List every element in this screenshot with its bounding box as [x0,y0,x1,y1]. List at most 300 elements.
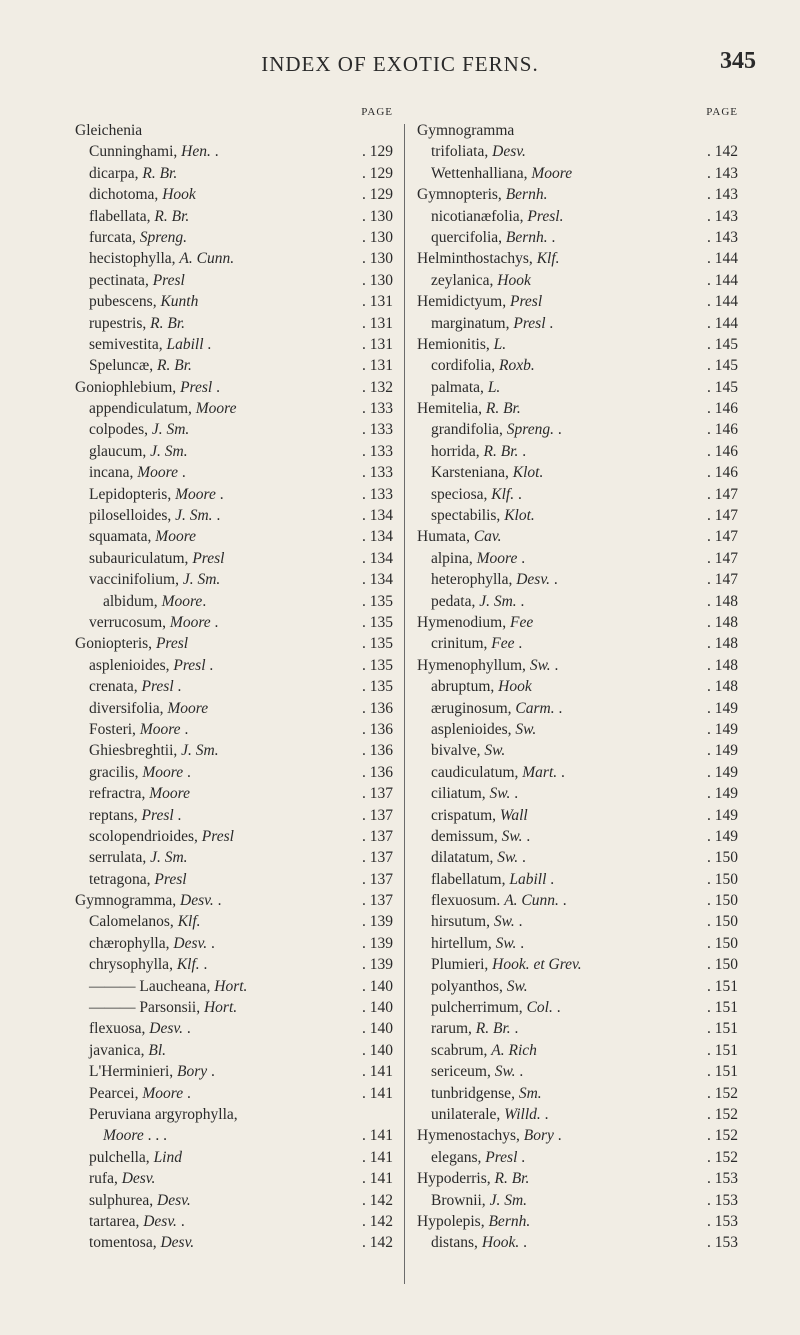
entry-page: . 143 [707,228,738,246]
entry-name [75,805,353,826]
entry-author: Desv. [516,571,550,589]
index-entry [75,997,393,1018]
entry-term: javanica, [89,1041,149,1059]
index-entry [75,591,393,612]
entry-term: trifoliata, [431,143,493,161]
entry-term: Hemionitis, [417,335,494,353]
index-entry [75,676,393,697]
entry-page: . 143 [707,186,738,204]
index-entry [75,462,393,483]
entry-author: R. Br. [483,442,519,460]
index-entry [75,270,393,291]
entry-term: asplenioides, [431,720,516,738]
entry-leader: . [552,999,561,1017]
entry-author: Hort. [203,999,238,1017]
entry-author: R. Br. [494,1170,530,1188]
entry-name [75,184,353,205]
index-entry [75,398,393,419]
entry-author: Bernh. [505,186,548,204]
index-entry [417,1232,738,1253]
index-entry [417,719,738,740]
entry-page: . 135 [362,678,393,696]
entry-name [75,783,353,804]
entry-author: A. Cunn. [504,892,559,910]
entry-author: L. [487,378,501,396]
entry-name [75,676,353,697]
entry-term: quercifolia, [431,228,506,246]
index-entry [75,698,393,719]
entry-term: Calomelanos, [89,913,178,931]
entry-page: . 149 [707,720,738,738]
entry-name [75,377,353,398]
entry-author: Presl [173,656,206,674]
entry-author: Desv. [157,1191,191,1209]
entry-page: . 144 [707,314,738,332]
entry-leader: . [199,956,208,974]
entry-author: L. [493,335,507,353]
entry-author: R. Br. [157,357,192,375]
entry-term: vaccinifolium, [89,571,183,589]
entry-name [75,698,353,719]
entry-name [75,462,353,483]
entry-name [75,548,353,569]
entry-name [75,1061,353,1082]
entry-author: Desv. [173,934,208,952]
entry-page: . 135 [362,592,393,610]
entry-term: Fosteri, [89,720,140,738]
entry-name [75,954,353,975]
entry-author: Moore [169,613,211,631]
index-entry [75,184,393,205]
entry-term: Gymnogramma [417,122,515,139]
entry-name [75,1232,353,1253]
page-number: 345 [720,48,756,74]
entry-page: . 137 [362,806,393,824]
entry-page: . 133 [362,464,393,482]
entry-name [417,1125,698,1146]
entry-term: abruptum, [431,678,499,696]
entry-author: Sw. [515,720,537,738]
entry-term: dichotoma, [89,186,163,204]
entry-page: . 135 [362,613,393,631]
entry-term: piloselloides, [89,507,176,525]
entry-name [417,762,698,783]
index-entry [417,826,738,847]
index-entry [75,612,393,633]
index-entry [417,933,738,954]
entry-name [75,1040,353,1061]
entry-term: flabellata, [89,207,155,225]
entry-name [75,505,353,526]
index-entry [417,890,738,911]
entry-page: . 130 [362,250,393,268]
entry-author: Desv. [149,1020,183,1038]
entry-page: . 141 [362,1084,393,1102]
entry-name [417,740,698,761]
entry-term: appendiculatum, [89,400,196,418]
entry-page: . 151 [707,1041,738,1059]
left-column [75,106,393,1254]
entry-author: Klot. [504,507,535,525]
index-entry [75,1211,393,1232]
entry-name [417,655,698,676]
entry-term: glaucum, [89,442,151,460]
entry-name [417,1211,698,1232]
index-entry [75,1125,393,1146]
entry-author: Hen. [181,143,211,161]
entry-author: Labill [166,335,204,353]
index-entry [417,740,738,761]
entry-name [417,869,698,890]
entry-term: Hymenophyllum, [417,656,530,674]
entry-term: Hymenostachys, [417,1127,524,1145]
entry-term: hecistophylla, [89,250,180,268]
entry-page: . 130 [362,228,393,246]
index-entry [417,291,738,312]
entry-term: Pearcei, [89,1084,143,1102]
index-entry [417,591,738,612]
entry-term: albidum, [103,592,162,610]
index-entry [417,847,738,868]
index-entry [417,377,738,398]
entry-term: æruginosum, [431,699,516,717]
entry-page: . 142 [362,1212,393,1230]
entry-name [75,976,353,997]
index-entry [417,805,738,826]
entry-page: . 147 [707,507,738,525]
entry-name [417,419,698,440]
entry-page: . 150 [707,870,738,888]
entry-term: chærophylla, [89,934,174,952]
index-entry [417,569,738,590]
index-entry [75,633,393,654]
index-entry [75,869,393,890]
index-entry [417,505,738,526]
entry-author: Moore [103,1127,144,1145]
entry-name [75,526,353,547]
entry-page: . 136 [362,763,393,781]
entry-author: Desv. [492,143,526,161]
entry-term: nicotianæfolia, [431,207,528,225]
entry-term: sericeum, [431,1063,495,1081]
entry-term: scabrum, [431,1041,492,1059]
entry-name [417,569,698,590]
entry-page: . 151 [707,977,738,995]
entry-leader: . [545,314,554,332]
entry-author: Roxb. [499,357,535,375]
entry-term: horrida, [431,442,484,460]
entry-leader: . [514,485,522,503]
entry-author: Sw. [484,742,506,760]
index-entry [75,548,393,569]
entry-author: Moore [167,699,209,717]
entry-page: . 153 [707,1170,738,1188]
entry-name [417,676,698,697]
entry-leader: . [173,678,182,696]
page-title: INDEX OF EXOTIC FERNS. [261,52,539,76]
entry-term: polyanthos, [431,977,507,995]
entry-page: . 150 [707,849,738,867]
entry-page: . 139 [362,913,393,931]
entry-name [75,1125,353,1146]
index-entry [417,1018,738,1039]
index-entry [417,141,738,162]
entry-term: marginatum, [431,314,514,332]
entry-name [75,484,353,505]
entry-term: elegans, [431,1148,486,1166]
entry-author: Moore [139,720,181,738]
index-entry [417,612,738,633]
entry-name [75,313,353,334]
entry-term: squamata, [89,528,156,546]
entry-leader: . [205,656,214,674]
entry-name [417,462,698,483]
entry-page: . 140 [362,1041,393,1059]
entry-author: Moore [476,549,518,567]
index-entry [417,270,738,291]
page-column-header: PAGE [361,106,393,118]
column-divider [404,124,405,1284]
index-entry [75,976,393,997]
entry-author: A. Rich [491,1041,537,1059]
index-list [417,120,738,1254]
entry-term: flabellatum, [431,870,510,888]
entry-name [75,869,353,890]
entry-name [75,740,353,761]
entry-leader: . [517,549,526,567]
index-entry [75,441,393,462]
index-entry [75,783,393,804]
index-entry [417,869,738,890]
entry-term: pedata, [431,592,480,610]
entry-page: . 144 [707,250,738,268]
entry-page: . 151 [707,1020,738,1038]
entry-page: . 145 [707,357,738,375]
entry-author: Presl [192,549,225,567]
entry-name [417,847,698,868]
entry-page: . 148 [707,592,738,610]
index-entry [417,783,738,804]
index-entry [417,997,738,1018]
entry-page: . 131 [362,357,393,375]
entry-page: . 149 [707,806,738,824]
entry-author: Moore [155,528,197,546]
entry-author: R. Br. [485,400,521,418]
entry-author: Sw. [493,913,515,931]
entry-author: Sw. [506,977,528,995]
index-entry [75,526,393,547]
entry-page: . 142 [362,1234,393,1252]
entry-leader: . [516,592,525,610]
index-entry [417,633,738,654]
index-entry [75,141,393,162]
entry-author: Hook. [481,1234,520,1252]
entry-name [75,1104,353,1125]
entry-name [417,1232,698,1253]
index-entry [417,655,738,676]
entry-page: . 140 [362,999,393,1017]
entry-term: bivalve, [431,742,485,760]
entry-page: . 141 [362,1170,393,1188]
entry-name [75,141,353,162]
page-column-header: PAGE [706,106,738,118]
entry-term: Hemidictyum, [417,293,510,311]
entry-name [417,1040,698,1061]
entry-author: Klf. [177,913,201,931]
entry-term: scolopendrioides, [89,827,202,845]
index-entry [417,419,738,440]
entry-term: dicarpa, [89,164,143,182]
entry-page: . 148 [707,656,738,674]
entry-name [417,334,698,355]
entry-page: . 139 [362,934,393,952]
entry-page: . 147 [707,571,738,589]
entry-term: colpodes, [89,421,152,439]
entry-leader: . [515,1063,524,1081]
entry-term: hirsutum, [431,913,494,931]
entry-page: . 147 [707,528,738,546]
entry-author: Presl [141,806,174,824]
entry-name [417,933,698,954]
index-entry [417,313,738,334]
entry-name [417,548,698,569]
entry-leader: . [183,1084,191,1102]
entry-page: . 146 [707,442,738,460]
entry-term: tunbridgense, [431,1084,519,1102]
index-entry [75,1232,393,1253]
index-entry [417,954,738,975]
entry-name [417,826,698,847]
entry-page: . 148 [707,635,738,653]
entry-author: Moore [149,785,190,803]
entry-author: Hook [162,186,196,204]
entry-name [75,633,353,654]
entry-page: . 140 [362,1020,393,1038]
entry-leader: . [546,870,555,888]
entry-author: Carm. [515,699,555,717]
entry-page: . 134 [362,507,393,525]
entry-leader: . [522,827,531,845]
entry-author: Spreng. [139,228,187,246]
entry-term: pulchella, [89,1148,154,1166]
entry-term: crenata, [89,678,142,696]
entry-author: J. Sm. [182,571,221,589]
entry-name [417,291,698,312]
index-entry [75,954,393,975]
entry-name [75,890,353,911]
entry-name [75,398,353,419]
entry-page: . 130 [362,207,393,225]
entry-leader: . [510,1020,519,1038]
index-entry [75,911,393,932]
entry-term: Ghiesbreghtii, [89,742,182,760]
entry-page: . 139 [362,956,393,974]
entry-name [75,591,353,612]
index-entry [75,1018,393,1039]
entry-leader: . [212,378,220,396]
entry-name [417,698,698,719]
entry-name [417,890,698,911]
entry-leader: . [553,1127,562,1145]
entry-term: spectabilis, [431,507,505,525]
entry-author: Klf. [491,485,515,503]
entry-term: distans, [431,1234,482,1252]
entry-term: ——— Laucheana, [89,977,215,995]
entry-term: Humata, [417,528,474,546]
entry-author: Moore [161,592,203,610]
entry-name [417,184,698,205]
entry-name [75,997,353,1018]
entry-name [75,612,353,633]
entry-page: . 150 [707,956,738,974]
entry-author: Presl [201,827,234,845]
index-entry [75,355,393,376]
entry-term: unilaterale, [431,1105,505,1123]
entry-page: . 145 [707,378,738,396]
index-entry [75,805,393,826]
entry-leader: . [177,464,186,482]
entry-name [417,954,698,975]
entry-name [417,719,698,740]
entry-author: Desv. [160,1234,195,1252]
entry-name [417,484,698,505]
entry-author: J. Sm. [479,592,517,610]
entry-page: . 135 [362,635,393,653]
entry-author: Sw. [497,849,519,867]
entry-name [75,1147,353,1168]
entry-leader: . [176,1212,185,1230]
entry-name [75,569,353,590]
entry-term: alpina, [431,549,477,567]
entry-page: . 131 [362,314,393,332]
index-entry [417,911,738,932]
entry-term: dilatatum, [431,849,498,867]
entry-term: Gymnogramma, [75,892,181,910]
entry-page: . 149 [707,742,738,760]
entry-term: demissum, [431,827,502,845]
entry-author: Presl [152,271,185,289]
entry-author: Spreng. [506,421,554,439]
entry-term: semivestita, [89,335,167,353]
entry-author: Presl [510,293,543,311]
entry-page: . 137 [362,892,393,910]
entry-author: Presl [513,314,546,332]
entry-leader: . [550,656,559,674]
entry-page: . 147 [707,549,738,567]
entry-page: . 143 [707,164,738,182]
index-entry [75,1147,393,1168]
entry-leader: . [207,1063,215,1081]
entry-author: Lind [153,1148,182,1166]
entry-name [75,933,353,954]
index-entry [417,526,738,547]
entry-name [417,911,698,932]
entry-name [417,206,698,227]
index-entry [75,655,393,676]
entry-author: Fee [510,613,534,631]
entry-name [417,612,698,633]
entry-author: Sw. [494,1063,516,1081]
index-entry [75,719,393,740]
entry-page: . 150 [707,892,738,910]
entry-leader: . [183,763,191,781]
entry-page: . 129 [362,186,393,204]
entry-leader: . [203,335,212,353]
entry-term: rarum, [431,1020,476,1038]
entry-name [417,783,698,804]
index-entry [75,505,393,526]
entry-term: rupestris, [89,314,151,332]
